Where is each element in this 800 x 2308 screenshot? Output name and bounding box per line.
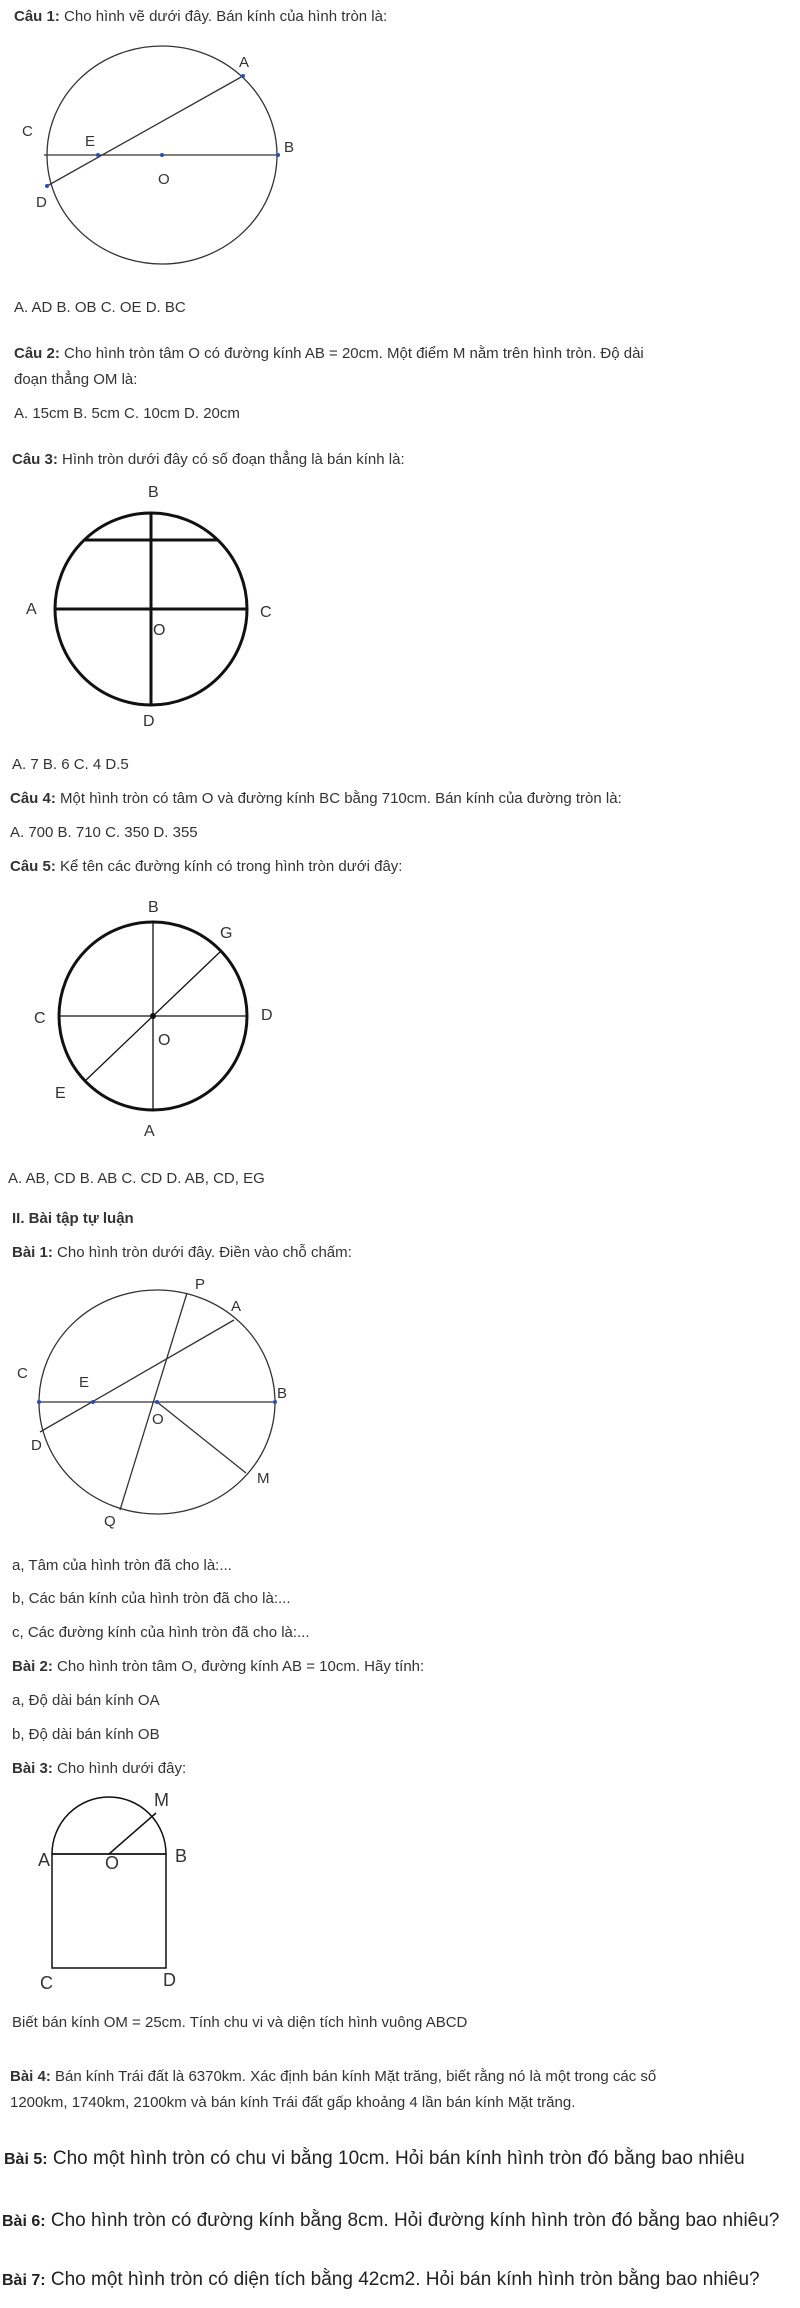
exercise-6 — [2, 2210, 779, 2232]
exercise-1-part-c: c, Các đường kính của hình tròn đã cho là:... — [12, 1624, 310, 1641]
q1-label-d: D — [36, 194, 47, 211]
b3-label-m: M — [154, 1790, 169, 1810]
exercise-2-text: Cho hình tròn tâm O, đường kính AB = 10cm. Hãy tính: — [57, 1658, 425, 1675]
b3-label-o: O — [105, 1853, 120, 1873]
exercise-5 — [4, 2148, 745, 2170]
exercise-3-note: Biết bán kính OM = 25cm. Tính chu vi và diện tích hình vuông ABCD — [12, 2014, 468, 2031]
exercise-6-number: Bài 6: — [2, 2213, 46, 2230]
b1-label-c: C — [17, 1365, 28, 1382]
b1-label-o: O — [152, 1411, 164, 1428]
question-4-text: Một hình tròn có tâm O và đường kính BC bằng 710cm. Bán kính của đường tròn là: — [60, 790, 622, 807]
q1-label-o: O — [158, 171, 170, 188]
question-3-answers: A. 7 B. 6 C. 4 D.5 — [12, 756, 129, 773]
question-3-number: Câu 3: — [12, 451, 58, 468]
exercise-1-part-a: a, Tâm của hình tròn đã cho là:... — [12, 1557, 232, 1574]
question-5-text: Kể tên các đường kính có trong hình tròn dưới đây: — [60, 858, 403, 875]
exercise-4 — [10, 2068, 656, 2085]
exercise-2-part-a: a, Độ dài bán kính OA — [12, 1692, 160, 1709]
q3-label-d: D — [143, 713, 155, 730]
question-3-text: Hình tròn dưới đây có số đoạn thẳng là bán kính là: — [62, 451, 405, 468]
exercise-1-number: Bài 1: — [12, 1244, 53, 1261]
exercise-4-number: Bài 4: — [10, 2068, 51, 2085]
question-2-text-line2: đoạn thẳng OM là: — [14, 371, 138, 388]
section-2-title: II. Bài tập tự luận — [12, 1210, 134, 1227]
b3-label-b: B — [175, 1846, 188, 1866]
b3-label-c: C — [40, 1973, 53, 1993]
q5-label-e: E — [55, 1085, 66, 1102]
b3-label-a: A — [38, 1850, 51, 1870]
exercise-4-text-line2: 1200km, 1740km, 2100km và bán kính Trái đất gấp khoảng 4 lần bán kính Mặt trăng. — [10, 2094, 576, 2111]
question-4-answers: A. 700 B. 710 C. 350 D. 355 — [10, 824, 198, 841]
question-2-text: Cho hình tròn tâm O có đường kính AB = 20cm. Một điểm M nằm trên hình tròn. Độ dài — [64, 345, 644, 362]
exercise-7-number: Bài 7: — [2, 2272, 46, 2289]
question-1-answers: A. AD B. OB C. OE D. BC — [14, 299, 186, 316]
q5-label-g: G — [220, 925, 233, 942]
b3-label-d: D — [163, 1970, 176, 1990]
q3-label-o: O — [153, 622, 166, 639]
exercise-2-number: Bài 2: — [12, 1658, 53, 1675]
q1-label-b: B — [284, 139, 295, 156]
question-1-text: Cho hình vẽ dưới đây. Bán kính của hình tròn là: — [64, 8, 388, 25]
question-4-number: Câu 4: — [10, 790, 56, 807]
q5-label-a: A — [144, 1123, 155, 1140]
exercise-4-text: Bán kính Trái đất là 6370km. Xác định bán kính Mặt trăng, biết rằng nó là một trong các số — [55, 2068, 657, 2085]
question-2-answers: A. 15cm B. 5cm C. 10cm D. 20cm — [14, 405, 240, 422]
q5-label-c: C — [34, 1010, 46, 1027]
b1-label-m: M — [257, 1470, 270, 1487]
q1-label-e: E — [85, 133, 96, 150]
b1-label-e: E — [79, 1374, 90, 1391]
q5-label-o: O — [158, 1032, 171, 1049]
q5-label-b: B — [148, 899, 159, 916]
q3-label-b: B — [148, 484, 159, 501]
q1-label-a: A — [239, 54, 250, 71]
b1-label-b: B — [277, 1385, 288, 1402]
exercise-3-text: Cho hình dưới đây: — [57, 1760, 187, 1777]
question-2-number: Câu 2: — [14, 345, 60, 362]
exercise-5-text: Cho một hình tròn có chu vi bằng 10cm. Hỏi bán kính hình tròn đó bằng bao nhiêu — [52, 2148, 745, 2169]
b1-label-a: A — [231, 1298, 242, 1315]
q3-label-c: C — [260, 604, 272, 621]
exercise-7-text: Cho một hình tròn có diện tích bằng 42cm2. Hỏi bán kính hình tròn bằng bao nhiêu? — [50, 2269, 760, 2290]
b1-label-p: P — [195, 1276, 206, 1293]
question-1-number: Câu 1: — [14, 8, 60, 25]
exercise-7 — [2, 2269, 760, 2291]
b1-label-d: D — [31, 1437, 42, 1454]
exercise-1-part-b: b, Các bán kính của hình tròn đã cho là:... — [12, 1590, 291, 1607]
q5-label-d: D — [261, 1007, 273, 1024]
exercise-3-number: Bài 3: — [12, 1760, 53, 1777]
question-5-number: Câu 5: — [10, 858, 56, 875]
question-5-answers: A. AB, CD B. AB C. CD D. AB, CD, EG — [8, 1170, 265, 1187]
exercise-5-number: Bài 5: — [4, 2151, 48, 2168]
exercise-1-text: Cho hình tròn dưới đây. Điền vào chỗ chấm: — [57, 1244, 352, 1261]
q1-label-c: C — [22, 123, 33, 140]
exercise-6-text: Cho hình tròn có đường kính bằng 8cm. Hỏi đường kính hình tròn đó bằng bao nhiêu? — [50, 2210, 780, 2231]
exercise-2-part-b: b, Độ dài bán kính OB — [12, 1726, 160, 1743]
b1-label-q: Q — [104, 1513, 116, 1530]
q3-label-a: A — [26, 601, 37, 618]
